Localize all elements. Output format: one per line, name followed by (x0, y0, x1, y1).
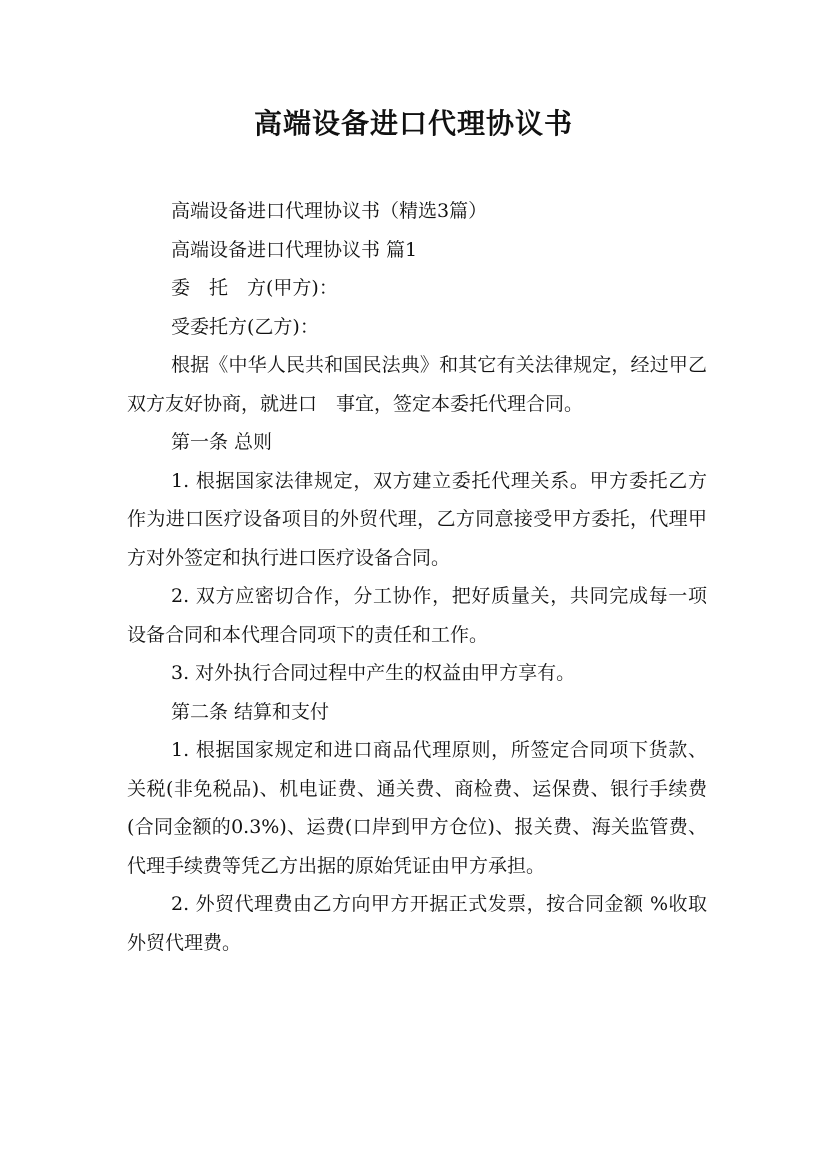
article-2-clause-1: 1. 根据国家规定和进口商品代理原则，所签定合同项下货款、关税(非免税品)、机电证费、通关费、商检费、运保费、银行手续费(合同金额的0.3%)、运费(口岸到甲方仓位)、报关费、海关监管费、代理手续费等凭乙方出据的原始凭证由甲方承担。 (127, 739, 707, 877)
article-1-clause-1: 1. 根据国家法律规定，双方建立委托代理关系。甲方委托乙方作为进口医疗设备项目的外贸代理，乙方同意接受甲方委托，代理甲方对外签定和执行进口医疗设备合同。 (127, 469, 707, 569)
article-1-clause-2: 2. 双方应密切合作，分工协作，把好质量关，共同完成每一项设备合同和本代理合同项下的责任和工作。 (127, 585, 707, 646)
article-1-heading: 第一条 总则 (171, 431, 273, 453)
paragraph-principal: 委 托 方(甲方)： (171, 277, 338, 299)
paragraph-section-heading: 高端设备进口代理协议书 篇1 (171, 238, 418, 261)
article-2-clause-2: 2. 外贸代理费由乙方向甲方开据正式发票，按合同金额 %收取外贸代理费。 (127, 893, 707, 954)
article-1-clause-3: 3. 对外执行合同过程中产生的权益由甲方享有。 (171, 662, 576, 684)
article-2-heading: 第二条 结算和支付 (171, 700, 330, 723)
document-title: 高端设备进口代理协议书 (253, 107, 573, 140)
paragraph-preamble: 根据《中华人民共和国民法典》和其它有关法律规定，经过甲乙双方友好协商，就进口 事宜，签定本委托代理合同。 (127, 354, 707, 415)
paragraph-agent: 受委托方(乙方)： (171, 315, 319, 338)
document-body (127, 192, 707, 962)
paragraph-subtitle: 高端设备进口代理协议书（精选3篇） (171, 200, 488, 222)
